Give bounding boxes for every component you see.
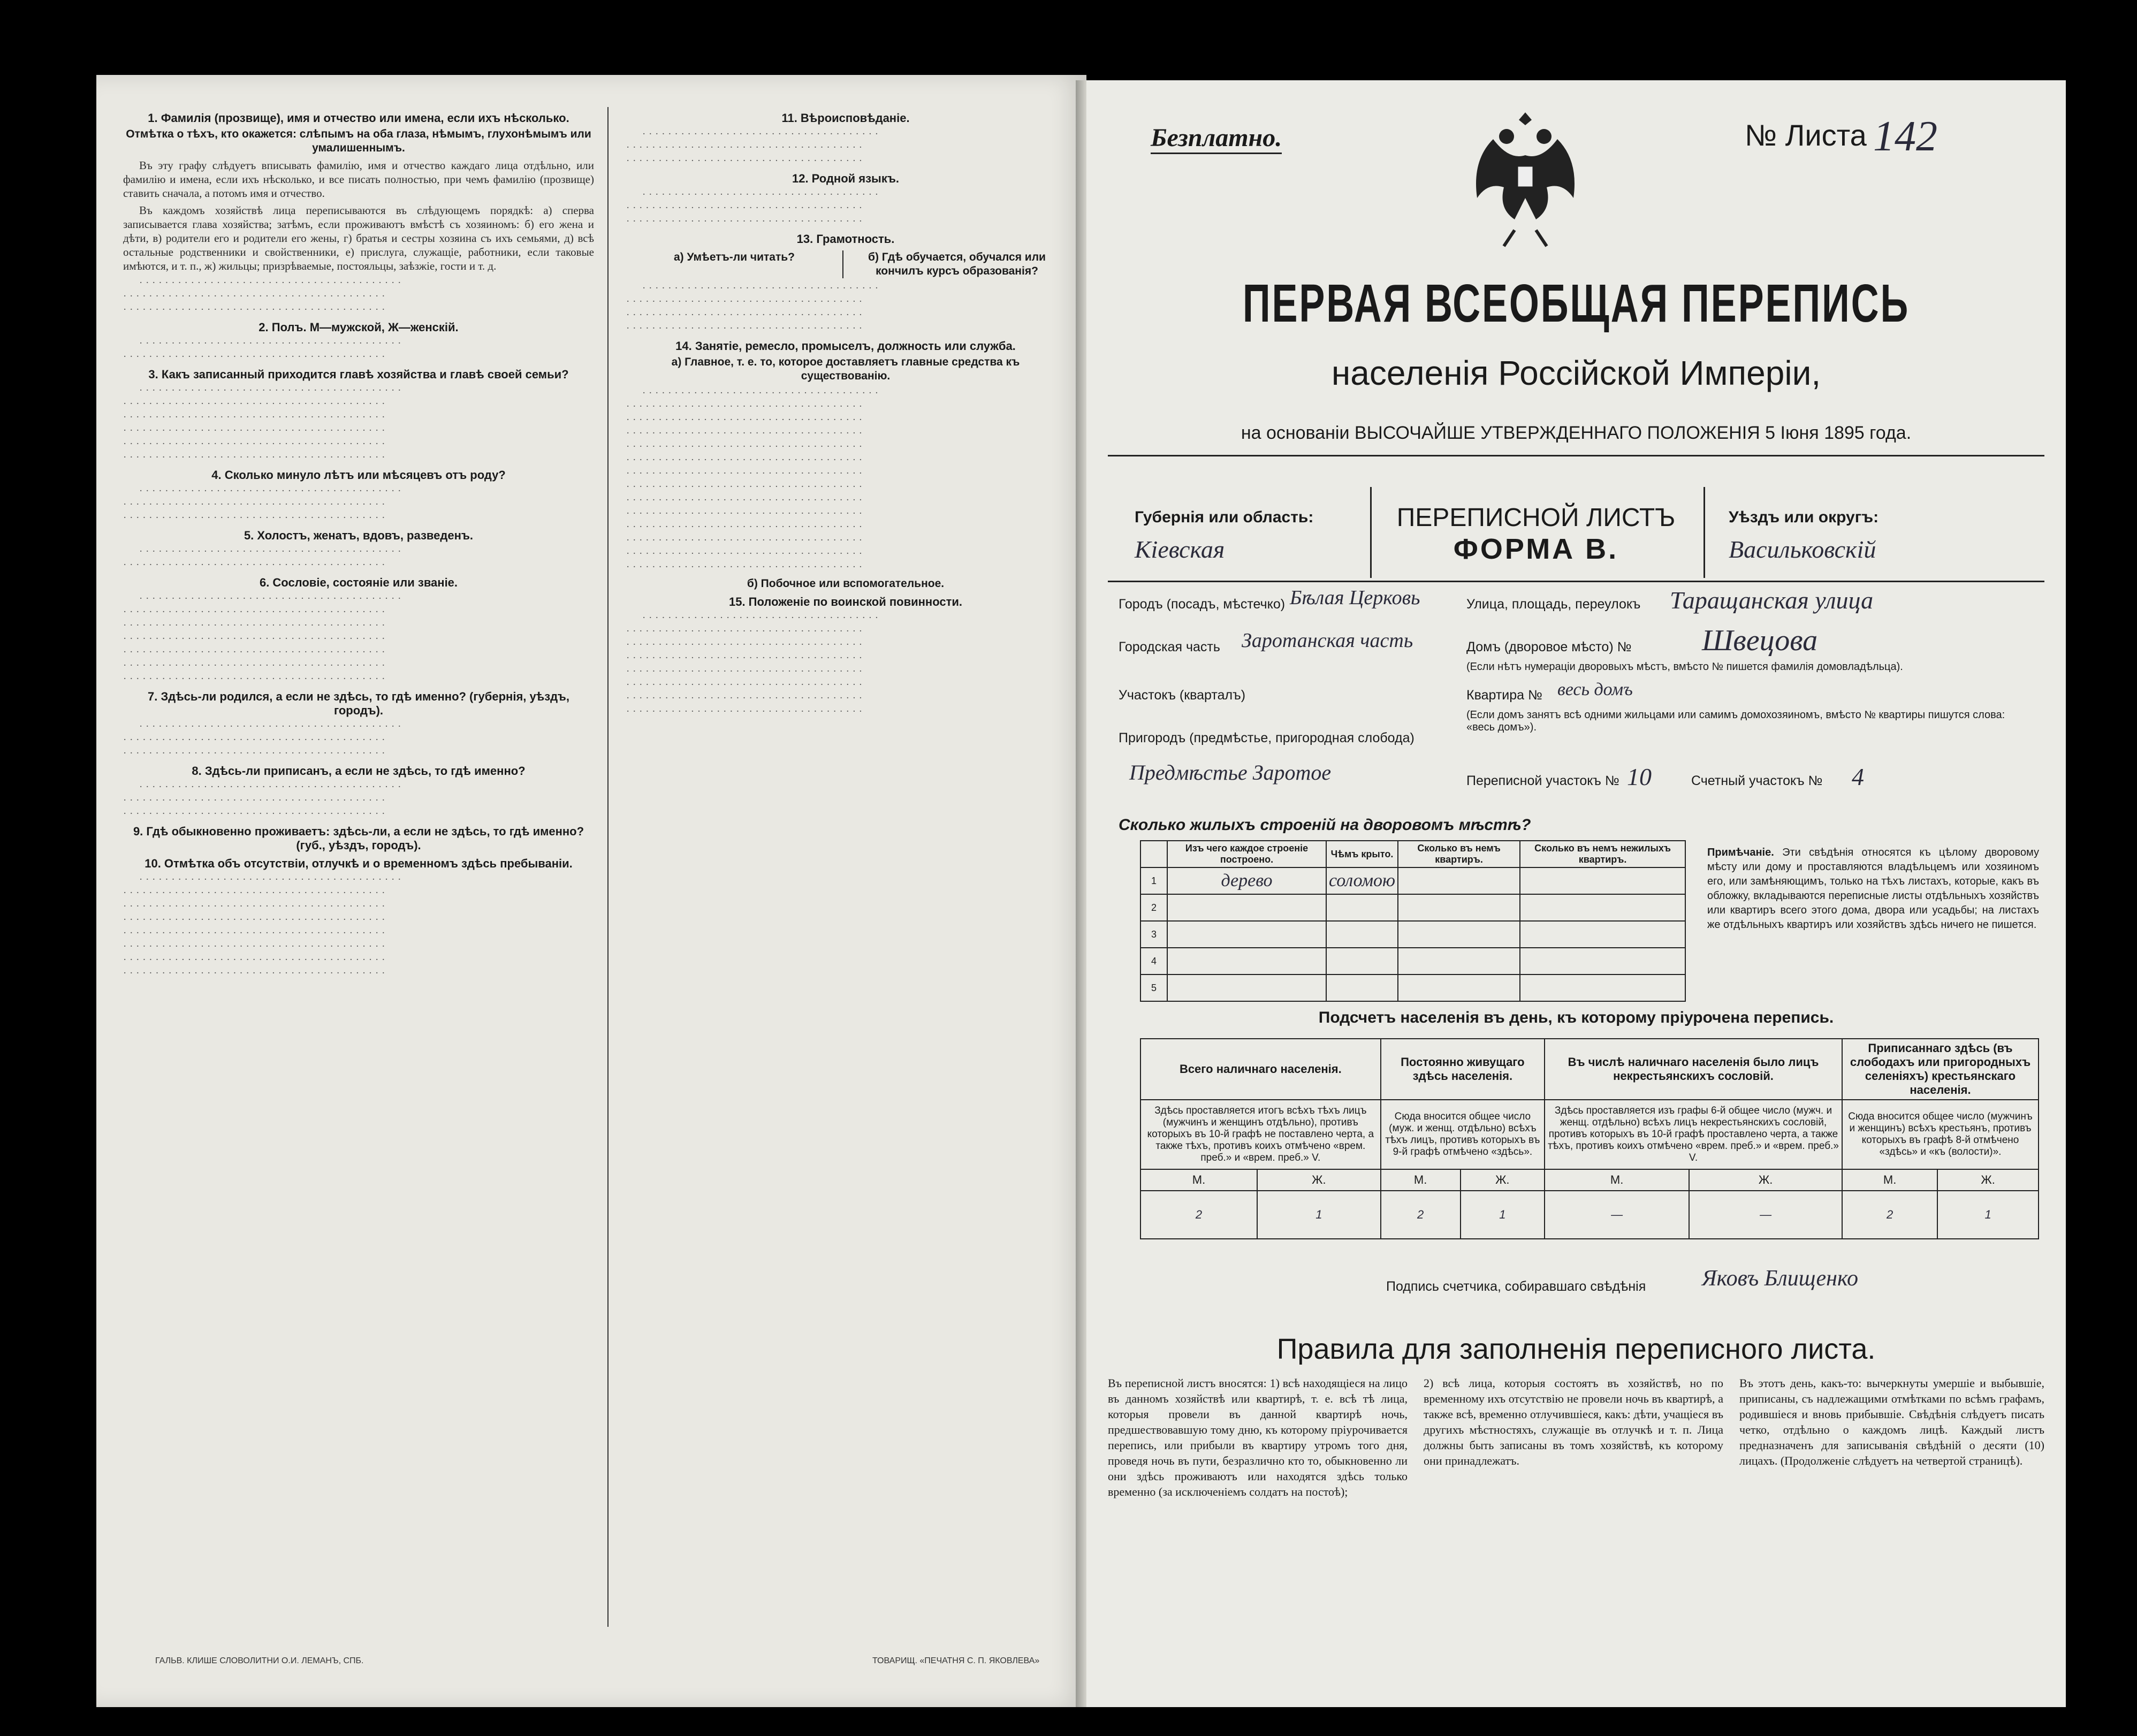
population-count-table xyxy=(1140,1038,2039,1239)
divider xyxy=(1108,455,2044,456)
sheet-number-label: № Листа xyxy=(1745,118,1867,152)
chast-value: Заротанская часть xyxy=(1242,629,1413,652)
building-roof xyxy=(1326,948,1398,974)
sex-female-label: Ж. xyxy=(1937,1169,2039,1191)
pop-value-non-peasant-male: — xyxy=(1545,1191,1689,1239)
guberniya-value: Кіевская xyxy=(1135,536,1225,563)
column-divider xyxy=(607,107,609,1627)
buildings-header-roof: Чѣмъ крыто. xyxy=(1326,841,1398,867)
building-apartments xyxy=(1398,894,1520,921)
section-1-text: Въ эту графу слѣдуетъ вписывать фамилію, имя и отчество каждаго лица отдѣльно, или фамилію и имена, если ихъ нѣсколько, и все писать полностью, при чемъ фамилію (прозвище) ставить сначала, а потомъ имя и отчество. xyxy=(123,159,594,200)
note-title: Примѣчаніе. xyxy=(1707,847,1774,858)
building-nonresidential xyxy=(1520,867,1685,894)
pop-value-peasant-male: 2 xyxy=(1842,1191,1937,1239)
pop-value-permanent-female: 1 xyxy=(1461,1191,1545,1239)
divider xyxy=(1108,581,2044,582)
pop-value-non-peasant-female: — xyxy=(1689,1191,1842,1239)
building-material xyxy=(1167,948,1326,974)
census-sheet-title: ПЕРЕПИСНОЙ ЛИСТЪ xyxy=(1396,504,1676,532)
buildings-header-nonresidential: Сколько въ немъ нежилыхъ квартиръ. xyxy=(1520,841,1685,867)
section-14b: б) Побочное или вспомогательное. xyxy=(747,577,945,590)
section-6-title: 6. Сословіе, состояніе или званіе. xyxy=(259,576,458,589)
census-form-page xyxy=(1086,80,2066,1707)
left-page-instructions xyxy=(96,75,1086,1707)
pop-value-total-male: 2 xyxy=(1140,1191,1257,1239)
building-apartments xyxy=(1398,921,1520,948)
sex-male-label: М. xyxy=(1140,1169,1257,1191)
form-title xyxy=(1375,503,1697,566)
schetny-uchastok-value: 4 xyxy=(1852,763,1864,790)
pop-desc-permanent: Сюда вносится общее число (муж. и женщ. отдѣльно) всѣхъ тѣхъ лицъ, противъ которыхъ въ 9-й графѣ отмѣчено «здѣсь». xyxy=(1381,1100,1545,1169)
dom-note: (Если нѣтъ нумераціи дворовыхъ мѣстъ, вмѣсто № пишется фамилія домовладѣльца). xyxy=(1466,661,1903,673)
building-roof xyxy=(1326,974,1398,1001)
building-nonresidential xyxy=(1520,921,1685,948)
text-filler: · · · · · · · · · · · · · · · · · · · · · · · · · · · · · · · · · · · · · · · · · · · · · · · · · · · · · · · · · · · · · · · · · · · · · · · · · · · · · · · · · · · · · · · · · · · · · · · · · · · · · · · · · · · · · · · · · · · · · · · · · · · xyxy=(123,485,401,523)
building-nonresidential xyxy=(1520,894,1685,921)
section-10-title: 10. Отмѣтка объ отсутствіи, отлучкѣ и о временномъ здѣсь пребываніи. xyxy=(145,857,573,870)
census-decree-line: на основаніи ВЫСОЧАЙШЕ УТВЕРЖДЕННАГО ПОЛОЖЕНІЯ 5 Іюня 1895 года. xyxy=(1241,423,1912,443)
pop-value-peasant-female: 1 xyxy=(1937,1191,2039,1239)
section-12-title: 12. Родной языкъ. xyxy=(792,172,900,185)
rules-column-2: 2) всѣ лица, которыя состоятъ въ хозяйствѣ, но по временному ихъ отсутствію не провели ночь въ квартирѣ, а также всѣ, временно отлучившіеся, какъ: дѣти, учащіеся въ другихъ мѣстностяхъ, служащіе въ отлучкѣ и т. п. Лица должны быть записаны въ томъ хозяйствѣ, къ которому они принадлежатъ. xyxy=(1424,1376,1723,1467)
table-row xyxy=(1140,974,1685,1001)
section-1-text-2: Въ каждомъ хозяйствѣ лица переписываются въ слѣдующемъ порядкѣ: а) сперва записывается глава хозяйства; затѣмъ, если проживаютъ вмѣстѣ съ хозяиномъ: б) его жена и дѣти, в) родители его и родители его жены, г) братья и сестры хозяина съ ихъ семьями, д) всѣ остальные родственники и свойственники, е) прислуга, служащіе, работники, если таковые имѣются, и т. п., ж) жильцы; призрѣваемые, постояльцы, заѣзжіе, гости и т. д. xyxy=(123,204,594,272)
gorod-label: Городъ (посадъ, мѣстечко) xyxy=(1119,597,1286,612)
section-2-title: 2. Полъ. М—мужской, Ж—женскій. xyxy=(258,321,459,334)
row-number: 1 xyxy=(1140,867,1167,894)
row-number: 2 xyxy=(1140,894,1167,921)
census-subtitle: населенія Россійской Имперіи, xyxy=(1331,354,1821,392)
section-11-title: 11. Вѣроисповѣданіе. xyxy=(781,111,910,125)
printer-footer-left: ГАЛЬВ. КЛИШЕ СЛОВОЛИТНИ О.И. ЛЕМАНЪ, СПБ. xyxy=(155,1656,364,1665)
pop-desc-peasant: Сюда вносится общее число (мужчинъ и женщинъ) всѣхъ крестьянъ, противъ которыхъ въ графѣ 8-й отмѣчено «здѣсь» и «къ (волости)». xyxy=(1842,1100,2039,1169)
section-4-title: 4. Сколько минуло лѣтъ или мѣсяцевъ отъ роду? xyxy=(211,468,506,482)
building-nonresidential xyxy=(1520,974,1685,1001)
signature-label: Подпись счетчика, собиравшаго свѣдѣнія xyxy=(1386,1279,1646,1294)
sex-male-label: М. xyxy=(1545,1169,1689,1191)
section-1-subtitle: Отмѣтка о тѣхъ, кто окажется: слѣпымъ на оба глаза, нѣмымъ, глухонѣмымъ или умалишеннымъ. xyxy=(126,128,591,154)
pop-header-peasant: Приписаннаго здѣсь (въ слободахъ или пригородныхъ селеніяхъ) крестьянскаго населенія. xyxy=(1842,1039,2039,1100)
uezd-label: Уѣздъ или округъ: xyxy=(1729,508,1879,526)
text-filler: · · · · · · · · · · · · · · · · · · · · · · · · · · · · · · · · · · · · · · · · · · · · · · · · · · · · · · · · · · · · · · · · · · · · · · · · · · · · · · · · · · · · · · · · · · · · · · · · · · · · · · · · · · · · · · · · · · · · · · · · · · · · · · · · · · · · · · · · · · · · · · · · · · · · · · · · · · · · · · · · · · · · · · · · · · · · · · · · · · · · · · · · · · · · · · · · · · · · · · · · · · · · · · · · · · · · · · · · · · · · · · · · · · · · · · · · · · · · · · · · · · · · · · xyxy=(123,385,401,463)
section-14a: а) Главное, т. е. то, которое доставляетъ главные средства къ существованію. xyxy=(671,356,1020,382)
note-text: Эти свѣдѣнія относятся къ цѣлому дворовому мѣсту или дому и проставляются владѣльцемъ или хозяиномъ его, или замѣняющимъ, только на тѣхъ листахъ, которые, какъ въ обложку, вкладываются переписные листы отдѣльныхъ хозяйствъ или квартиръ всего этого дома, двора или усадьбы; на листахъ же отдѣльныхъ квартиръ или хозяйствъ здѣсь ничего не пишется. xyxy=(1707,847,2039,931)
rules-column-1: Въ переписной листъ вносятся: 1) всѣ находящіеся на лицо въ данномъ хозяйствѣ или квартирѣ, т. е. всѣ тѣ лица, которыя провели въ данной квартирѣ ночь, предшествовавшую тому дню, къ которому пріурочивается перепись, или прибыли въ квартиру утромъ того дня, проведя ночь въ пути, безразлично кто то, обыкновенно ли они здѣсь проживаютъ или находятся здѣсь только временно (за исключеніемъ солдатъ на постоѣ); xyxy=(1108,1376,1408,1498)
pop-header-non-peasant: Въ числѣ наличнаго населенія было лицъ некрестьянскихъ сословій. xyxy=(1545,1039,1842,1100)
double-headed-eagle-emblem xyxy=(1461,107,1590,252)
section-13b: б) Гдѣ обучается, обучался или кончилъ курсъ образованія? xyxy=(868,251,1046,277)
form-letter: ФОРМА В. xyxy=(1453,533,1619,565)
sex-female-label: Ж. xyxy=(1689,1169,1842,1191)
building-roof xyxy=(1326,921,1398,948)
text-filler: · · · · · · · · · · · · · · · · · · · · · · · · · · · · · · · · · · · · · · · · · · · · · · · · · · · · · · · · · · · · · · · · · · · · · · · · · · · · · · · · · · · · · · · · · · · · · · · · · · · · · · · · · · · · · · · xyxy=(626,189,879,227)
table-row xyxy=(1140,921,1685,948)
building-material xyxy=(1167,894,1326,921)
uchastok-label: Участокъ (кварталъ) xyxy=(1119,688,1246,703)
section-3-title: 3. Какъ записанный приходится главѣ хозяйства и главѣ своей семьи? xyxy=(148,368,569,381)
pop-value-total-female: 1 xyxy=(1257,1191,1381,1239)
sheet-number-handwritten: 142 xyxy=(1873,113,1937,160)
text-filler: · · · · · · · · · · · · · · · · · · · · · · · · · · · · · · · · · · · · · · · · · · · · · · · · · · · · · · · · · · · · · · · · · · · · · · · · · · · · · · · · · · · · · · · · · · · · · · · · · · · · · · · · · · · · · · · · · · · · · · · · · · · xyxy=(123,781,401,819)
table-row xyxy=(1140,894,1685,921)
dom-label: Домъ (дворовое мѣсто) № xyxy=(1466,639,1632,654)
guberniya-label: Губернія или область: xyxy=(1135,508,1314,526)
rules-title: Правила для заполненія переписного листа. xyxy=(1276,1333,1876,1365)
building-material: дерево xyxy=(1167,867,1326,894)
perepisnoy-uchastok-value: 10 xyxy=(1627,763,1652,790)
section-13-title: 13. Грамотность. xyxy=(796,232,895,246)
kvartira-note: (Если домъ занятъ всѣ одними жильцами или самимъ домохозяиномъ, вмѣсто № квартиры пишутся слова: «весь домъ»). xyxy=(1466,709,2005,733)
perepisnoy-uchastok-label: Переписной участокъ № xyxy=(1466,773,1619,788)
free-label: Безплатно. xyxy=(1151,123,1282,154)
text-filler: · · · · · · · · · · · · · · · · · · · · · · · · · · · · · · · · · · · · · · · · · · · · · · · · · · · · · · · · · · · · · · · · · · · · · · · · · · · · · · · · · · · · · · · · · · · · · · · · · · · · · · · · · · · · · · · · · · · · · · · · · · · · · · · · · · · · · · · · · · · · · · · · · · · · · · · · · · · · · · · · · · · · · · · · · · · · · · · · · · · · · · · · · · · · · · · · · · · · · · · · · · · · · · · · · · · · · · · · · · · · · · · · · · · · · · · · · · · · · · · · · · · · · · · · · · · · · · · · · · · · · · · · · · · · · · · · · · · · · · · · · · · · · · · xyxy=(123,593,401,684)
text-filler: · · · · · · · · · · · · · · · · · · · · · · · · · · · · · · · · · · · · · · · · · · · · · · · · · · · · · · · · · · · · · · · · · · · · · · · · · · · · · · · · · · · · · · · · · · · · · · · · · · · · · · · · · · · · · · · xyxy=(626,128,879,166)
pop-header-permanent: Постоянно живущаго здѣсь населенія. xyxy=(1381,1039,1545,1100)
schetny-uchastok-label: Счетный участокъ № xyxy=(1691,773,1823,788)
buildings-table-header-number xyxy=(1140,841,1167,867)
kvartira-label: Квартира № xyxy=(1466,688,1542,703)
building-apartments xyxy=(1398,867,1520,894)
pop-desc-total: Здѣсь проставляется итогъ всѣхъ тѣхъ лицъ (мужчинъ и женщинъ отдѣльно), противъ которыхъ въ 10-й графѣ не поставлено черта, а также тѣхъ, противъ коихъ отмѣчено «врем. преб.» и «врем. преб.» V. xyxy=(1140,1100,1381,1169)
pop-desc-non-peasant: Здѣсь проставляется изъ графы 6-й общее число (мужч. и женщ. отдѣльно) всѣхъ лицъ некрестьянскихъ сословій, противъ которыхъ въ 10-й графѣ проставлено черта, а также тѣхъ, противъ коихъ отмѣчено «врем. преб.» и «врем. преб.» V. xyxy=(1545,1100,1842,1169)
building-material xyxy=(1167,974,1326,1001)
sex-female-label: Ж. xyxy=(1461,1169,1545,1191)
sex-male-label: М. xyxy=(1381,1169,1461,1191)
ulitsa-value: Таращанская улица xyxy=(1670,587,1874,614)
building-apartments xyxy=(1398,948,1520,974)
section-7-title: 7. Здѣсь-ли родился, а если не здѣсь, то гдѣ именно? (губернія, уѣздъ, городъ). xyxy=(148,690,569,717)
buildings-header-material: Изъ чего каждое строеніе построено. xyxy=(1167,841,1326,867)
text-filler: · · · · · · · · · · · · · · · · · · · · · · · · · · · · · · · · · · · · · · · · · · · · · · · · · · · · · · · · · · · · · · · · · · · · · · · · · · · · · · · · · · · · · · · · · · · · · · · · · · · · · · · · · · · · · · · · · · · · · · · · · · · xyxy=(123,721,401,759)
table-row xyxy=(1140,948,1685,974)
instructions-column-2 xyxy=(626,107,1065,1621)
section-14-title: 14. Занятіе, ремесло, промыселъ, должность или служба. xyxy=(675,339,1016,353)
buildings-note xyxy=(1707,846,2039,932)
text-filler: · · · · · · · · · · · · · · · · · · · · · · · · · · · · · · · · · · · · · · · · · · · · · · · · · · · · · · · · · · · · · · · · · · · · · · · · · · · · · · · · · · · · · · · · · · · · · · · · · · · · · · · · · · · · · · · · · · · · · · · · · · · · · · · · · · · · · · · · · · · · · · · · · · · · · · · · · · · · · · · · · · · · · · · · · · · · · · · · · · · · · · · · · · · · · · · · · · · · · · · · · · · · · · · · · · · · · · · · · · · · · · · · · · · · · · · · · · · · · · · · · · · · · · · · · · · · · · · · · · · · · · · · · · · · · · · · · · · · · · · · · · · · · · · · · · · · · · · · · · · · · · · · · · · · · · · · · · · · · · · · · · · · · · · · · · · · · · · · · · · · · · · · · · · · · · · · · · · · · · · · · · · · · · · · · · · · · · · · · · · · · · · · · · · · · · · · · · · · · · · · · · · · · · · · · · · · · · · · · · · · · · · · · · · · · · · · · · · · · · · · · · · · · · · · · · · · · · · · · · · · · · · · · · · · · · · · · · · · · · · · · · · · · · · · · · · · · · · · · · · · · · · · · · · · · · · · · · · · · · xyxy=(626,387,879,573)
census-main-title: ПЕРВАЯ ВСЕОБЩАЯ ПЕРЕПИСЬ xyxy=(1242,273,1910,333)
sex-male-label: М. xyxy=(1842,1169,1937,1191)
pop-values-row xyxy=(1140,1191,2039,1239)
row-number: 5 xyxy=(1140,974,1167,1001)
building-roof xyxy=(1326,894,1398,921)
text-filler: · · · · · · · · · · · · · · · · · · · · · · · · · · · · · · · · · · · · · · · · · · · · · · · · · · · · · · · · · · · · · · · · · · · · · · · · · · · · · · · · · · · · · · · · · · · · · · · · · · · · · · · · · · · · · · · · · · · · · · · · · · · xyxy=(123,277,401,315)
building-nonresidential xyxy=(1520,948,1685,974)
building-material xyxy=(1167,921,1326,948)
instructions-column-1 xyxy=(123,107,594,1621)
section-5-title: 5. Холостъ, женатъ, вдовъ, разведенъ. xyxy=(244,529,474,542)
uezd-value: Васильковскій xyxy=(1729,536,1876,563)
chast-label: Городская часть xyxy=(1119,639,1220,654)
prigorod-value: Предмѣстье Заротое xyxy=(1129,760,1332,785)
section-15-title: 15. Положеніе по воинской повинности. xyxy=(728,595,963,608)
prigorod-label: Пригородъ (предмѣстье, пригородная слобода) xyxy=(1119,730,1414,745)
row-number: 4 xyxy=(1140,948,1167,974)
buildings-table xyxy=(1140,840,1686,1002)
section-8-title: 8. Здѣсь-ли приписанъ, а если не здѣсь, то гдѣ именно? xyxy=(192,764,526,778)
table-row xyxy=(1140,867,1685,894)
text-filler: · · · · · · · · · · · · · · · · · · · · · · · · · · · · · · · · · · · · · · · · · · · · · · · · · · · · · · · · · · · · · · · · · · · · · · · · · · · · · · · · · · xyxy=(123,546,401,570)
section-1-title: 1. Фамилія (прозвище), имя и отчество или имена, если ихъ нѣсколько. xyxy=(148,111,569,125)
ulitsa-label: Улица, площадь, переулокъ xyxy=(1466,597,1641,612)
rules-column-3: Въ этотъ день, какъ-то: вычеркнуты умершіе и выбывшіе, приписаны, съ надлежащими отмѣтками по всѣмъ графамъ, родившіеся и вновь прибывшіе. Свѣдѣнія слѣдуетъ писать четко, отдѣльно о каждомъ лицѣ. Каждый листъ предназначенъ для записыванія свѣдѣній о десяти (10) лицахъ. (Продолженіе слѣдуетъ на четвертой страницѣ). xyxy=(1739,1376,2044,1467)
buildings-header-apartments: Сколько въ немъ квартиръ. xyxy=(1398,841,1520,867)
kvartira-value: весь домъ xyxy=(1557,680,1633,699)
building-roof: соломою xyxy=(1326,867,1398,894)
printer-footer-right: ТОВАРИЩ. «ПЕЧАТНЯ С. П. ЯКОВЛЕВА» xyxy=(872,1656,1040,1665)
text-filler: · · · · · · · · · · · · · · · · · · · · · · · · · · · · · · · · · · · · · · · · · · · · · · · · · · · · · · · · · · · · · · · · · · · · · · · · · · · · · · · · · · xyxy=(123,338,401,362)
dom-value: Швецова xyxy=(1702,624,1818,657)
section-13a: а) Умѣетъ-ли читать? xyxy=(626,250,843,278)
gorod-value: Бѣлая Церковь xyxy=(1290,587,1420,609)
sex-female-label: Ж. xyxy=(1257,1169,1381,1191)
text-filler: · · · · · · · · · · · · · · · · · · · · · · · · · · · · · · · · · · · · · · · · · · · · · · · · · · · · · · · · · · · · · · · · · · · · · · · · · · · · · · · · · · · · · · · · · · · · · · · · · · · · · · · · · · · · · · · · · · · · · · · · · · · · · · · · · · · · · · · · · · · · · · · · · · · · · · · · · · · · · · · · · · · · · · · · · · · · · · · · · · · · · · · · · · · · · · · · · · · · · · · · · · · · · · · · · · · · · · · · · · · · · · · · · · · · · · · · · · · · · · · · · · · · · · · · · · · · · · · · · · · · · · · · · · · · · · · · · · · · · · · · · · · · · · · · · · · · · · · · xyxy=(626,612,879,717)
pop-header-total: Всего наличнаго населенія. xyxy=(1140,1039,1381,1100)
buildings-question: Сколько жилыхъ строеній на дворовомъ мѣстѣ? xyxy=(1119,816,1531,834)
text-filler: · · · · · · · · · · · · · · · · · · · · · · · · · · · · · · · · · · · · · · · · · · · · · · · · · · · · · · · · · · · · · · · · · · · · · · · · · · · · · · · · · · · · · · · · · · · · · · · · · · · · · · · · · · · · · · · · · · · · · · · · · · · · · · · · · · · · · · · · · · · · · · · · · · · · xyxy=(626,283,879,334)
signature-value: Яковъ Блищенко xyxy=(1702,1266,1858,1291)
text-filler: · · · · · · · · · · · · · · · · · · · · · · · · · · · · · · · · · · · · · · · · · · · · · · · · · · · · · · · · · · · · · · · · · · · · · · · · · · · · · · · · · · · · · · · · · · · · · · · · · · · · · · · · · · · · · · · · · · · · · · · · · · · · · · · · · · · · · · · · · · · · · · · · · · · · · · · · · · · · · · · · · · · · · · · · · · · · · · · · · · · · · · · · · · · · · · · · · · · · · · · · · · · · · · · · · · · · · · · · · · · · · · · · · · · · · · · · · · · · · · · · · · · · · · · · · · · · · · · · · · · · · · · · · · · · · · · · · · · · · · · · · · · · · · · · · · · · · · · · · · · · · · · · · · · · · · · · · · · · · · · · · · · · · · · · xyxy=(123,874,401,979)
pop-value-permanent-male: 2 xyxy=(1381,1191,1461,1239)
section-9-title: 9. Гдѣ обыкновенно проживаетъ: здѣсь-ли, а если не здѣсь, то гдѣ именно? (губ., уѣздъ, городъ). xyxy=(133,825,584,852)
row-number: 3 xyxy=(1140,921,1167,948)
building-apartments xyxy=(1398,974,1520,1001)
population-count-title: Подсчетъ населенія въ день, къ которому пріурочена перепись. xyxy=(1318,1009,1834,1026)
